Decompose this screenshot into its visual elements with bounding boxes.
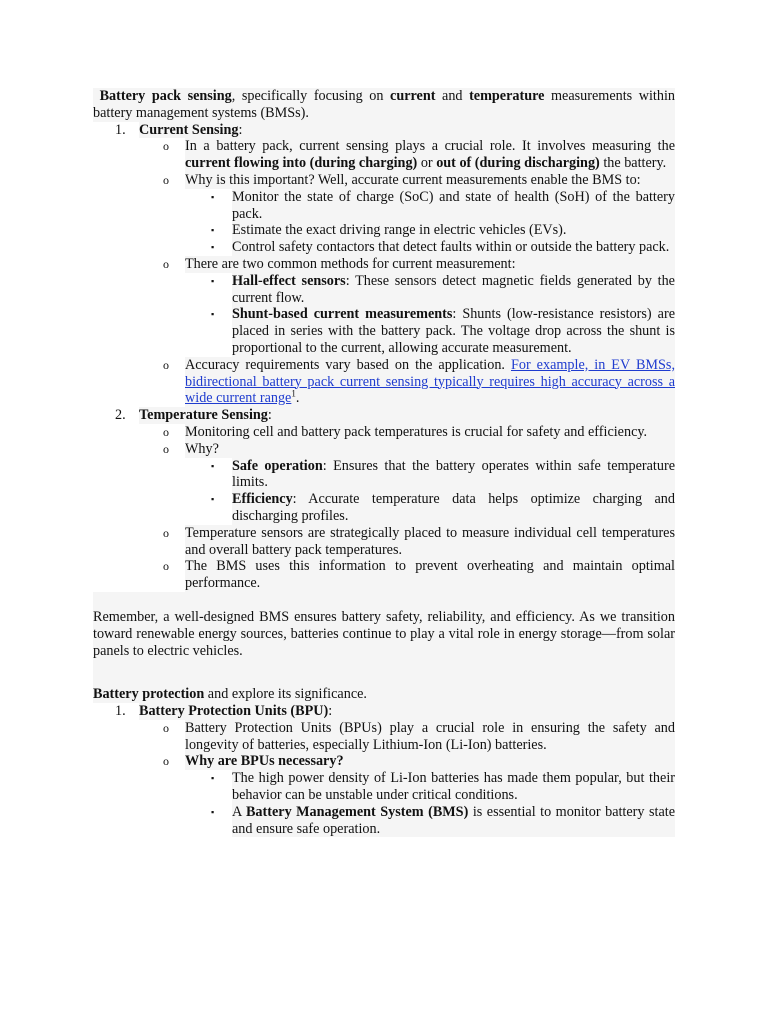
circle-bullet-icon: o xyxy=(163,139,169,154)
sub-item: o Why are BPUs necessary? xyxy=(93,753,675,770)
protection-heading: Battery protection and explore its significance. xyxy=(93,686,675,703)
square-bullet-icon: ▪ xyxy=(211,494,215,505)
square-bullet-icon: ▪ xyxy=(211,309,215,320)
list-number: 1. xyxy=(115,703,126,720)
circle-bullet-icon: o xyxy=(163,357,169,372)
section-title: Current Sensing xyxy=(139,121,239,138)
list-item-bpu: 1. Battery Protection Units (BPU): xyxy=(93,703,675,720)
square-bullet-icon: ▪ xyxy=(211,806,215,817)
circle-bullet-icon: o xyxy=(163,559,169,574)
sub-item: o Why is this important? Well, accurate current measurements enable the BMS to: xyxy=(93,172,675,189)
sub-sub-item: ▪ The high power density of Li-Ion batteries has made them popular, but their behavior can be unstable under critical conditions. xyxy=(211,770,675,804)
list-number: 2. xyxy=(115,407,126,424)
sub-sub-item: ▪ Monitor the state of charge (SoC) and state of health (SoH) of the battery pack. xyxy=(211,188,675,222)
sub-item: o Monitoring cell and battery pack temperatures is crucial for safety and efficiency. xyxy=(93,424,675,441)
square-bullet-icon: ▪ xyxy=(211,460,215,471)
document-body xyxy=(93,88,675,837)
list-item-current-sensing: 1. Current Sensing: xyxy=(93,122,675,139)
spacer xyxy=(93,659,675,686)
circle-bullet-icon: o xyxy=(163,172,169,187)
circle-bullet-icon: o xyxy=(163,525,169,540)
sub-sub-item: ▪ Shunt-based current measurements: Shunts (low-resistance resistors) are placed in series with the battery pack. The voltage drop across the shunt is proportional to the current, allowing accurate measurement. xyxy=(211,306,675,356)
square-bullet-icon: ▪ xyxy=(211,191,215,202)
sub-item: o The BMS uses this information to prevent overheating and maintain optimal performance. xyxy=(163,558,675,592)
circle-bullet-icon: o xyxy=(163,424,169,439)
sub-sub-item: ▪ Estimate the exact driving range in electric vehicles (EVs). xyxy=(93,222,675,239)
circle-bullet-icon: o xyxy=(163,720,169,735)
sub-sub-item: ▪ Safe operation: Ensures that the battery operates within safe temperature limits. xyxy=(211,457,675,491)
circle-bullet-icon: o xyxy=(163,256,169,271)
sub-item: o Battery Protection Units (BPUs) play a crucial role in ensuring the safety and longevity of batteries, especially Lithium-Ion (Li-Ion) batteries. xyxy=(163,719,675,753)
spacer xyxy=(93,592,675,609)
sub-item: o There are two common methods for current measurement: xyxy=(93,256,675,273)
square-bullet-icon: ▪ xyxy=(211,242,215,253)
sub-sub-item: ▪ Efficiency: Accurate temperature data helps optimize charging and discharging profiles. xyxy=(211,491,675,524)
square-bullet-icon: ▪ xyxy=(211,275,215,286)
list-item-temperature-sensing: 2. Temperature Sensing: xyxy=(93,407,675,424)
footnote-marker[interactable]: 1 xyxy=(291,388,296,399)
section-title: Temperature Sensing xyxy=(139,407,268,424)
section-title: Battery Protection Units (BPU) xyxy=(139,703,329,720)
sub-item: o Accuracy requirements vary based on the application. For example, in EV BMSs, bidirectional battery pack current sensing typically requires high accuracy across a wide current range$^1$. xyxy=(163,356,675,407)
sub-item: o Temperature sensors are strategically placed to measure individual cell temperatures and overall battery pack temperatures. xyxy=(163,524,675,558)
sub-sub-item: ▪ Hall-effect sensors: These sensors detect magnetic fields generated by the current flow. xyxy=(211,272,675,306)
square-bullet-icon: ▪ xyxy=(211,773,215,784)
circle-bullet-icon: o xyxy=(163,754,169,769)
square-bullet-icon: ▪ xyxy=(211,225,215,236)
sub-sub-item: ▪ A Battery Management System (BMS) is essential to monitor battery state and ensure safe operation. xyxy=(211,803,675,837)
list-number: 1. xyxy=(115,121,126,138)
circle-bullet-icon: o xyxy=(163,441,169,456)
remember-paragraph: Remember, a well-designed BMS ensures battery safety, reliability, and efficiency. As we transition toward renewable energy sources, batteries continue to play a vital role in energy storage—from solar panels to electric vehicles. xyxy=(93,608,675,659)
intro-paragraph: Battery pack sensing, specifically focusing on current and temperature measurements within battery management systems (BMSs). xyxy=(93,88,676,121)
sub-item: o In a battery pack, current sensing plays a crucial role. It involves measuring the current flowing into (during charging) or out of (during discharging) the battery. xyxy=(163,138,675,172)
sub-item: o Why? xyxy=(93,441,675,458)
sub-sub-item: ▪ Control safety contactors that detect faults within or outside the battery pack. xyxy=(93,239,675,256)
reference-link[interactable]: For example, in EV BMSs, bidirectional battery pack current sensing typically requires high accuracy across a wide current range xyxy=(185,356,675,407)
